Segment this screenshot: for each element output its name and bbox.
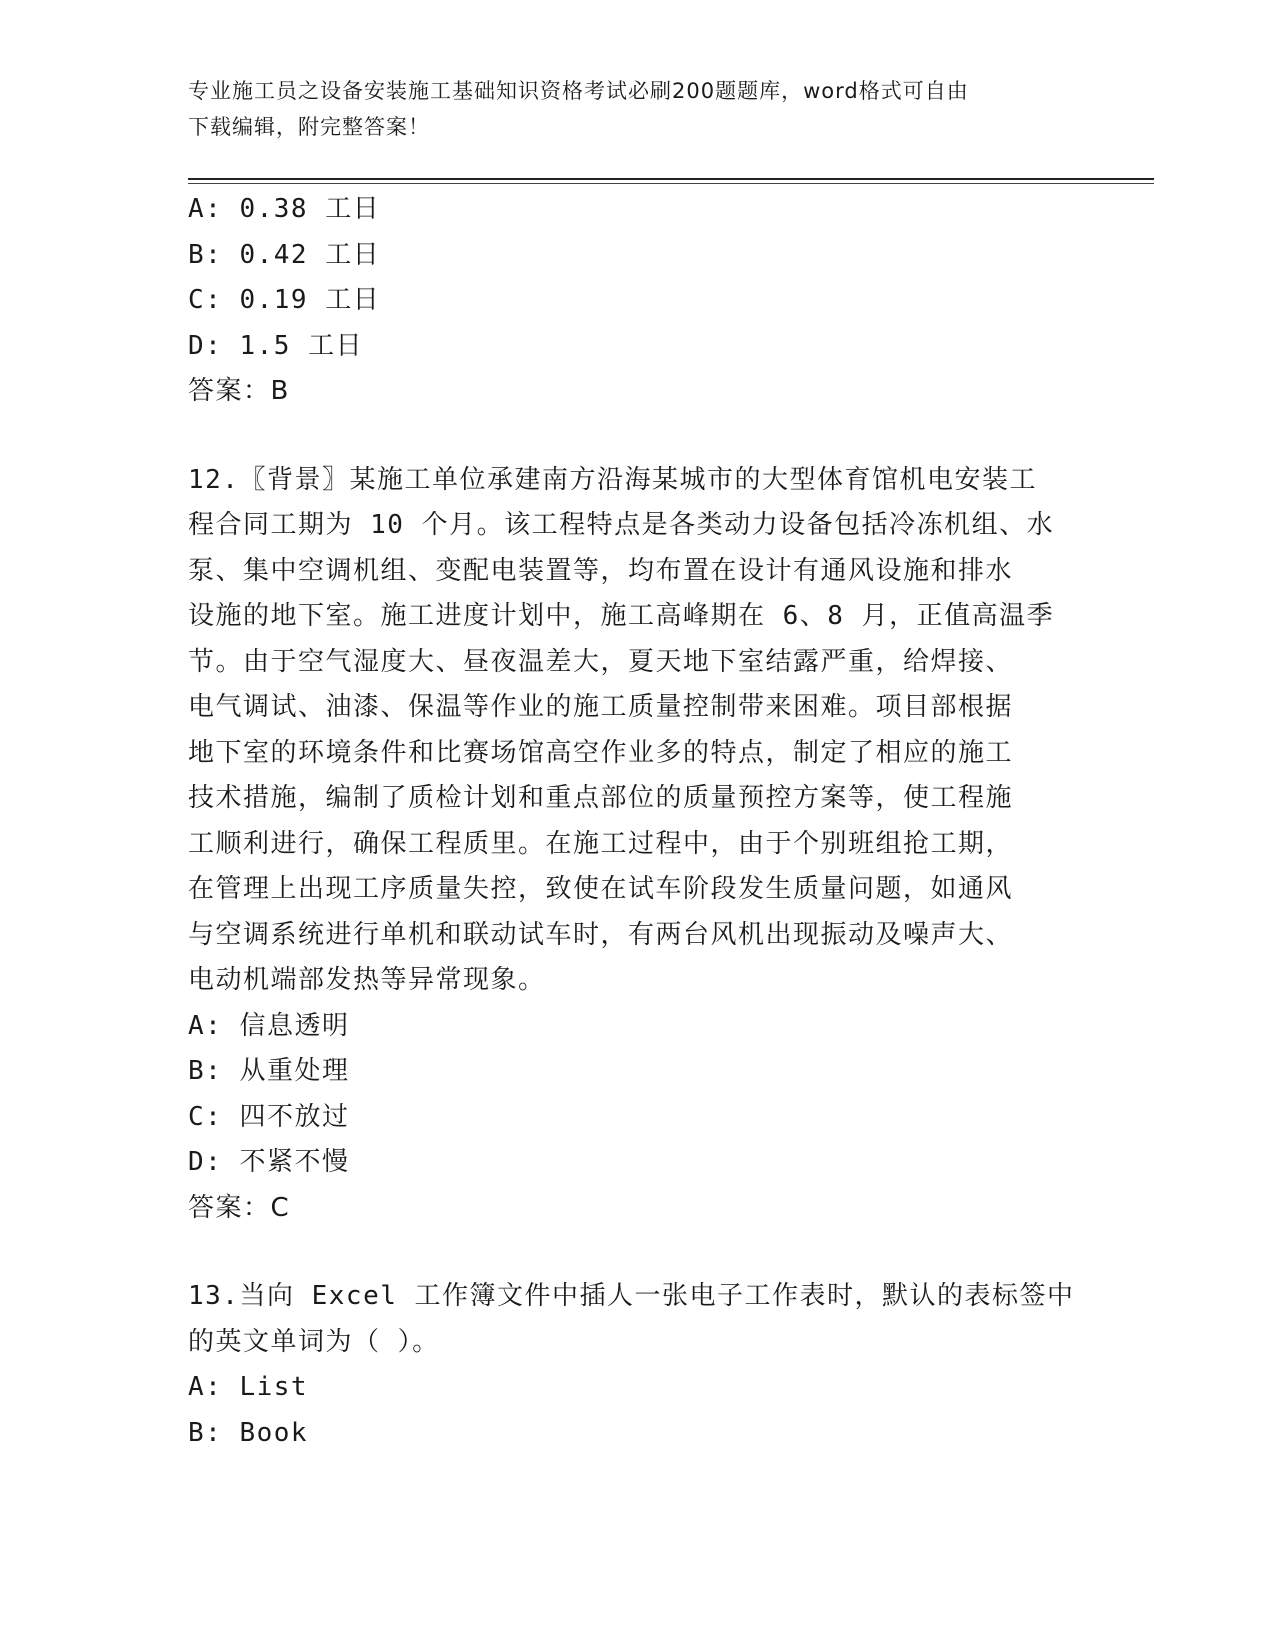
option-d: D: 1.5 工日 <box>188 330 364 361</box>
option-b: B: 0.42 工日 <box>188 239 381 270</box>
option-b: B: 从重处理 <box>188 1056 350 1086</box>
question-12-text-line: 程合同工期为 10 个月。该工程特点是各类动力设备包括冷冻机组、水 <box>188 510 1055 540</box>
question-12-text-line: 地下室的环境条件和比赛场馆高空作业多的特点，制定了相应的施工 <box>188 737 1014 768</box>
question-12-text-line: 工顺利进行，确保工程质里。在施工过程中，由于个别班组抢工期， <box>188 828 1014 859</box>
question-12-text-line: 在管理上出现工序质量失控，致使在试车阶段发生质量问题，如通风 <box>188 874 1014 904</box>
question-11-block <box>188 187 1088 415</box>
question-12-text-line: 技术措施，编制了质检计划和重点部位的质量预控方案等，使工程施 <box>188 783 1014 813</box>
question-12-text-line: 与空调系统进行单机和联动试车时，有两台风机出现振动及噪声大、 <box>188 919 1014 950</box>
option-a: A: List <box>188 1372 309 1402</box>
option-c: C: 四不放过 <box>188 1101 350 1132</box>
spacer <box>188 1231 1088 1274</box>
question-12-block <box>188 458 1088 1232</box>
question-13-text-line: 13.当向 Excel 工作簿文件中插人一张电子工作表时，默认的表标签中 <box>188 1281 1075 1311</box>
option-d: D: 不紧不慢 <box>188 1147 350 1177</box>
header-divider-thin <box>188 183 1154 184</box>
header-line-1: 专业施工员之设备安装施工基础知识资格考试必刷200题题库，word格式可自由 <box>188 79 969 103</box>
question-12-text-line: 节。由于空气湿度大、昼夜温差大，夏天地下室结露严重，给焊接、 <box>188 646 1014 677</box>
question-13-text-line: 的英文单词为（ ）。 <box>188 1326 440 1357</box>
question-12-text-line: 电气调试、油漆、保温等作业的施工质量控制带来困难。项目部根据 <box>188 692 1014 722</box>
header-line-2: 下载编辑，附完整答案！ <box>188 115 430 139</box>
option-a: A: 0.38 工日 <box>188 194 381 224</box>
answer-line: 答案：B <box>188 376 290 406</box>
question-12-text-line: 泵、集中空调机组、变配电装置等，均布置在设计有通风设施和排水 <box>188 555 1014 586</box>
document-body <box>188 187 1088 1456</box>
question-12-text-line: 12.〖背景〗某施工单位承建南方沿海某城市的大型体育馆机电安装工 <box>188 464 1037 495</box>
question-12-text-line: 电动机端部发热等异常现象。 <box>188 965 546 995</box>
option-c: C: 0.19 工日 <box>188 285 381 315</box>
document-header <box>188 73 1068 145</box>
spacer <box>188 415 1088 458</box>
option-b: B: Book <box>188 1417 309 1448</box>
header-divider-thick <box>188 178 1154 180</box>
option-a: A: 信息透明 <box>188 1010 350 1041</box>
question-12-text-line: 设施的地下室。施工进度计划中，施工高峰期在 6、8 月，正值高温季 <box>188 601 1055 631</box>
question-13-block <box>188 1274 1088 1456</box>
answer-line: 答案：C <box>188 1192 291 1223</box>
